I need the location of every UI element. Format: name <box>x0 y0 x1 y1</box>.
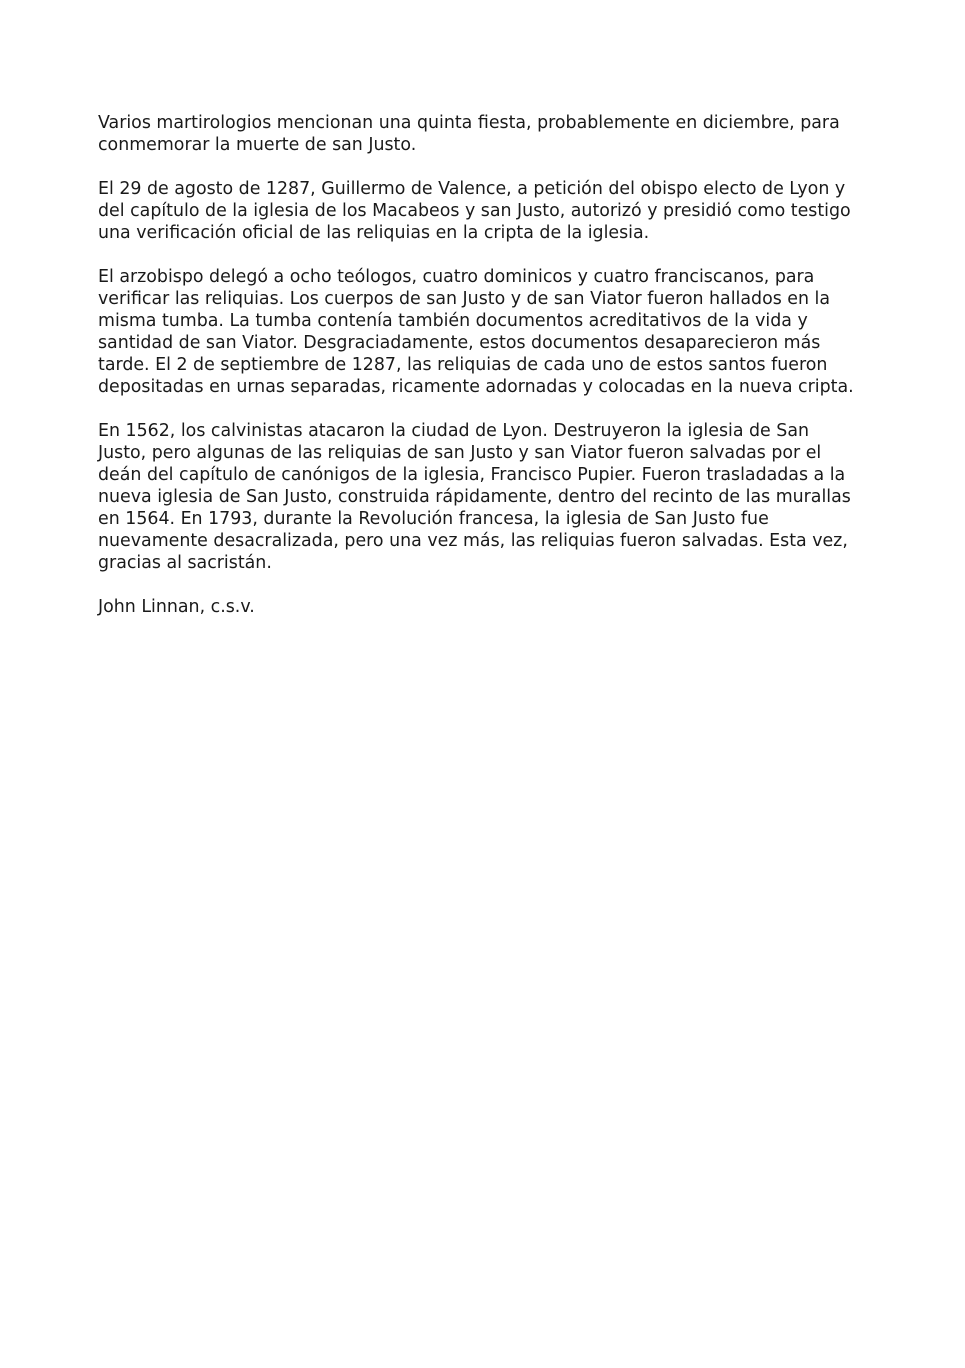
paragraph-fifth-feast: Varios martirologios mencionan una quinta fiesta, probablemente en diciembre, para conmemorar la muerte de san Justo. <box>98 113 840 155</box>
document-body <box>98 112 888 618</box>
paragraph-theologians: El arzobispo delegó a ocho teólogos, cuatro dominicos y cuatro franciscanos, para verificar las reliquias. Los cuerpos de san Justo y de san Viator fueron hallados en la misma tumba. La tumba contenía también documentos acreditativos de la vida y santidad de san Viator. Desgraciadamente, estos documentos desaparecieron más tarde. El 2 de septiembre de 1287, las reliquias de cada uno de estos santos fueron depositadas en urnas separadas, ricamente adornadas y colocadas en la nueva cripta. <box>98 267 854 397</box>
author-signature: John Linnan, c.s.v. <box>98 597 255 617</box>
paragraph-verification-1287: El 29 de agosto de 1287, Guillermo de Valence, a petición del obispo electo de Lyon y del capítulo de la iglesia de los Macabeos y san Justo, autorizó y presidió como testigo una verificación oficial de las reliquias en la cripta de la iglesia. <box>98 179 851 243</box>
paragraph-calvinists: En 1562, los calvinistas atacaron la ciudad de Lyon. Destruyeron la iglesia de San Justo, pero algunas de las reliquias de san Justo y san Viator fueron salvadas por el deán del capítulo de canónigos de la iglesia, Francisco Pupier. Fueron trasladadas a la nueva iglesia de San Justo, construida rápidamente, dentro del recinto de las murallas en 1564. En 1793, durante la Revolución francesa, la iglesia de San Justo fue nuevamente desacralizada, pero una vez más, las reliquias fueron salvadas. Esta vez, gracias al sacristán. <box>98 421 851 573</box>
